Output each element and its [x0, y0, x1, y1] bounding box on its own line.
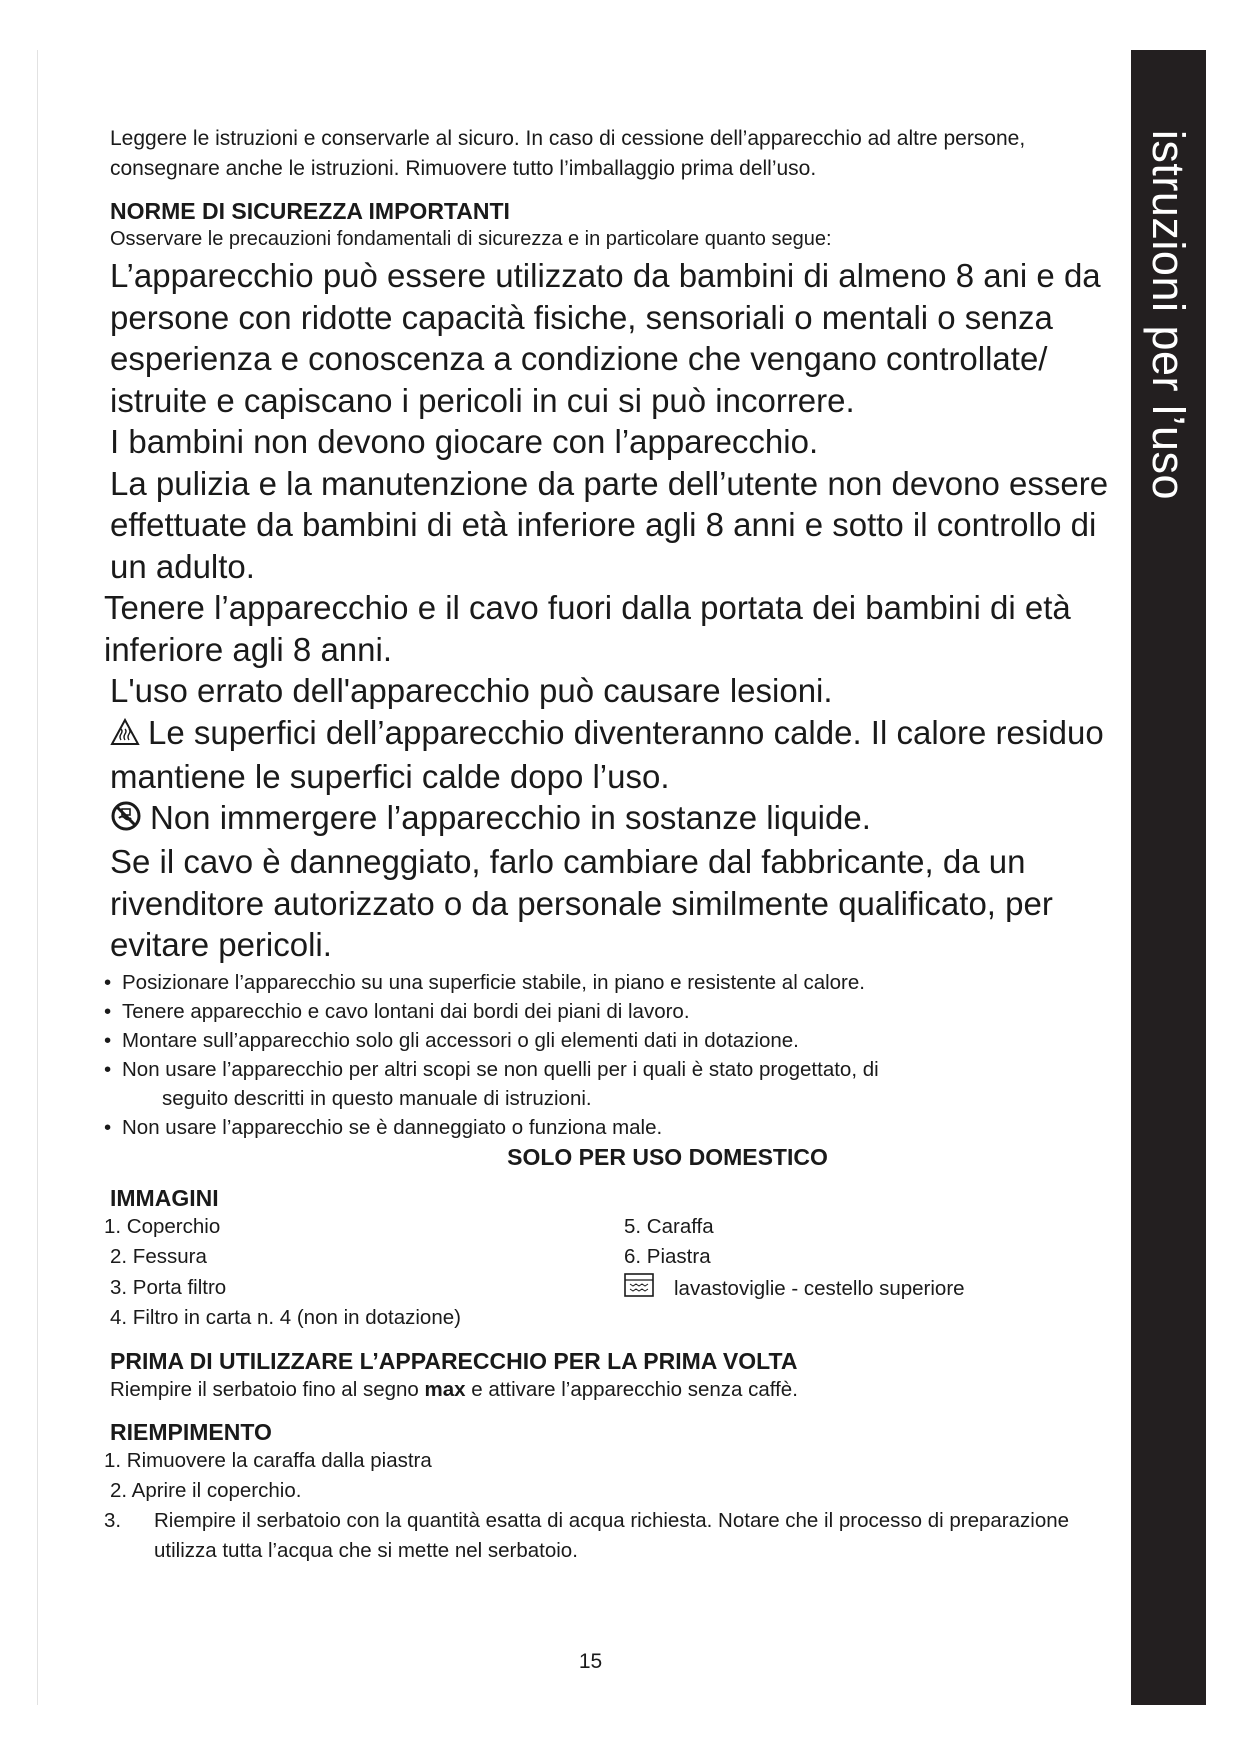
images-heading: IMMAGINI — [110, 1184, 219, 1211]
list-item: 3. Porta filtro — [110, 1275, 227, 1299]
list-item: • Posizionare l’apparecchio su una superficie stabile, in piano e resistente al calore. — [110, 968, 1125, 997]
sidebar-title: istruzioni per l’uso — [1143, 129, 1194, 501]
page-content — [104, 124, 1125, 1566]
safety-bullet-list — [110, 968, 1125, 1142]
max-mark: max — [424, 1377, 466, 1401]
list-item: • Montare sull’apparecchio solo gli accessori o gli elementi dati in dotazione. — [110, 1026, 1125, 1055]
filling-heading: RIEMPIMENTO — [110, 1418, 272, 1445]
list-item: • Tenere apparecchio e cavo lontani dai bordi dei piani di lavoro. — [110, 997, 1125, 1026]
list-item — [110, 1055, 1125, 1113]
list-item: • Non usare l’apparecchio se è danneggiato o funziona male. — [110, 1113, 1125, 1142]
list-item — [624, 1273, 1125, 1307]
hot-surface-icon — [110, 714, 140, 756]
safety-warning-hot — [110, 712, 1125, 798]
page-margin-line — [37, 50, 38, 1705]
first-use-text-start: Riempire il serbatoio fino al segno — [110, 1377, 425, 1401]
list-item-text: Non usare l’apparecchio per altri scopi se non quelli per i quali è stato progettato, di — [122, 1057, 879, 1081]
first-use-text — [110, 1375, 1125, 1405]
step-text: Riempire il serbatoio con la quantità esatta di acqua richiesta. Notare che il processo di preparazione utilizza tutta l’acqua che si mette nel serbatoio. — [154, 1508, 1070, 1562]
no-immerse-text: Non immergere l’apparecchio in sostanze liquide. — [150, 799, 871, 837]
list-item: 2. Fessura — [110, 1245, 207, 1269]
list-item — [104, 1506, 1125, 1566]
dishwasher-text: lavastoviglie - cestello superiore — [674, 1276, 965, 1300]
intro-text: Leggere le istruzioni e conservarle al sicuro. In caso di cessione dell’apparecchio ad altre persone, consegnare anche le istruzioni. Rimuovere tutto l’imballaggio prima dell’uso. — [110, 127, 1026, 180]
list-item: 1. Rimuovere la caraffa dalla piastra — [104, 1448, 432, 1472]
first-use-heading: PRIMA DI UTILIZZARE L’APPARECCHIO PER LA PRIMA VOLTA — [110, 1347, 798, 1374]
step-number: 3. — [104, 1508, 122, 1532]
list-item: 6. Piastra — [624, 1245, 711, 1269]
list-item: 1. Coperchio — [104, 1214, 221, 1238]
list-item: 4. Filtro in carta n. 4 (non in dotazione) — [110, 1306, 461, 1330]
safety-warning-misuse: L'uso errato dell'apparecchio può causare lesioni. — [110, 672, 833, 709]
safety-warning-cable: Se il cavo è danneggiato, farlo cambiare dal fabbricante, da un rivenditore autorizzato o da personale similmente qualificato, per evitare pericoli. — [110, 843, 1053, 964]
no-immerse-icon — [110, 800, 142, 842]
first-use-text-end: e attivare l’apparecchio senza caffè. — [465, 1377, 798, 1401]
hot-surface-text: Le superfici dell’apparecchio diventeranno calde. Il calore residuo mantiene le superfici calde dopo l’uso. — [110, 713, 1104, 795]
safety-warning-children: L’apparecchio può essere utilizzato da bambini di almeno 8 ani e da persone con ridotte capacità fisiche, sensoriali o mentali o senza esperienza e conoscenza a condizione che vengano controllate/ istruite e capiscano i pericoli in cui si può incorrere. — [110, 257, 1101, 419]
safety-warning-cleaning: La pulizia e la manutenzione da parte dell’utente non devono essere effettuate da bambini di età inferiore agli 8 anni e sotto il controllo di un adulto. — [110, 464, 1109, 585]
dishwasher-icon — [624, 1273, 654, 1307]
list-item: 5. Caraffa — [624, 1214, 714, 1238]
safety-warning-immerse — [110, 797, 1125, 841]
parts-list — [104, 1212, 1125, 1334]
page-number: 15 — [578, 1650, 603, 1673]
safety-warning-play: I bambini non devono giocare con l’apparecchio. — [110, 423, 819, 460]
list-item-continuation: seguito descritti in questo manuale di istruzioni. — [162, 1086, 592, 1110]
domestic-use-heading: SOLO PER USO DOMESTICO — [507, 1143, 828, 1170]
safety-warning-reach: Tenere l’apparecchio e il cavo fuori dalla portata dei bambini di età inferiore agli 8 anni. — [104, 589, 1071, 668]
safety-heading: NORME DI SICUREZZA IMPORTANTI — [110, 198, 510, 224]
list-item: 2. Aprire il coperchio. — [110, 1478, 302, 1502]
safety-subheading: Osservare le precauzioni fondamentali di sicurezza e in particolare quanto segue: — [110, 228, 832, 250]
filling-steps — [104, 1446, 1125, 1566]
